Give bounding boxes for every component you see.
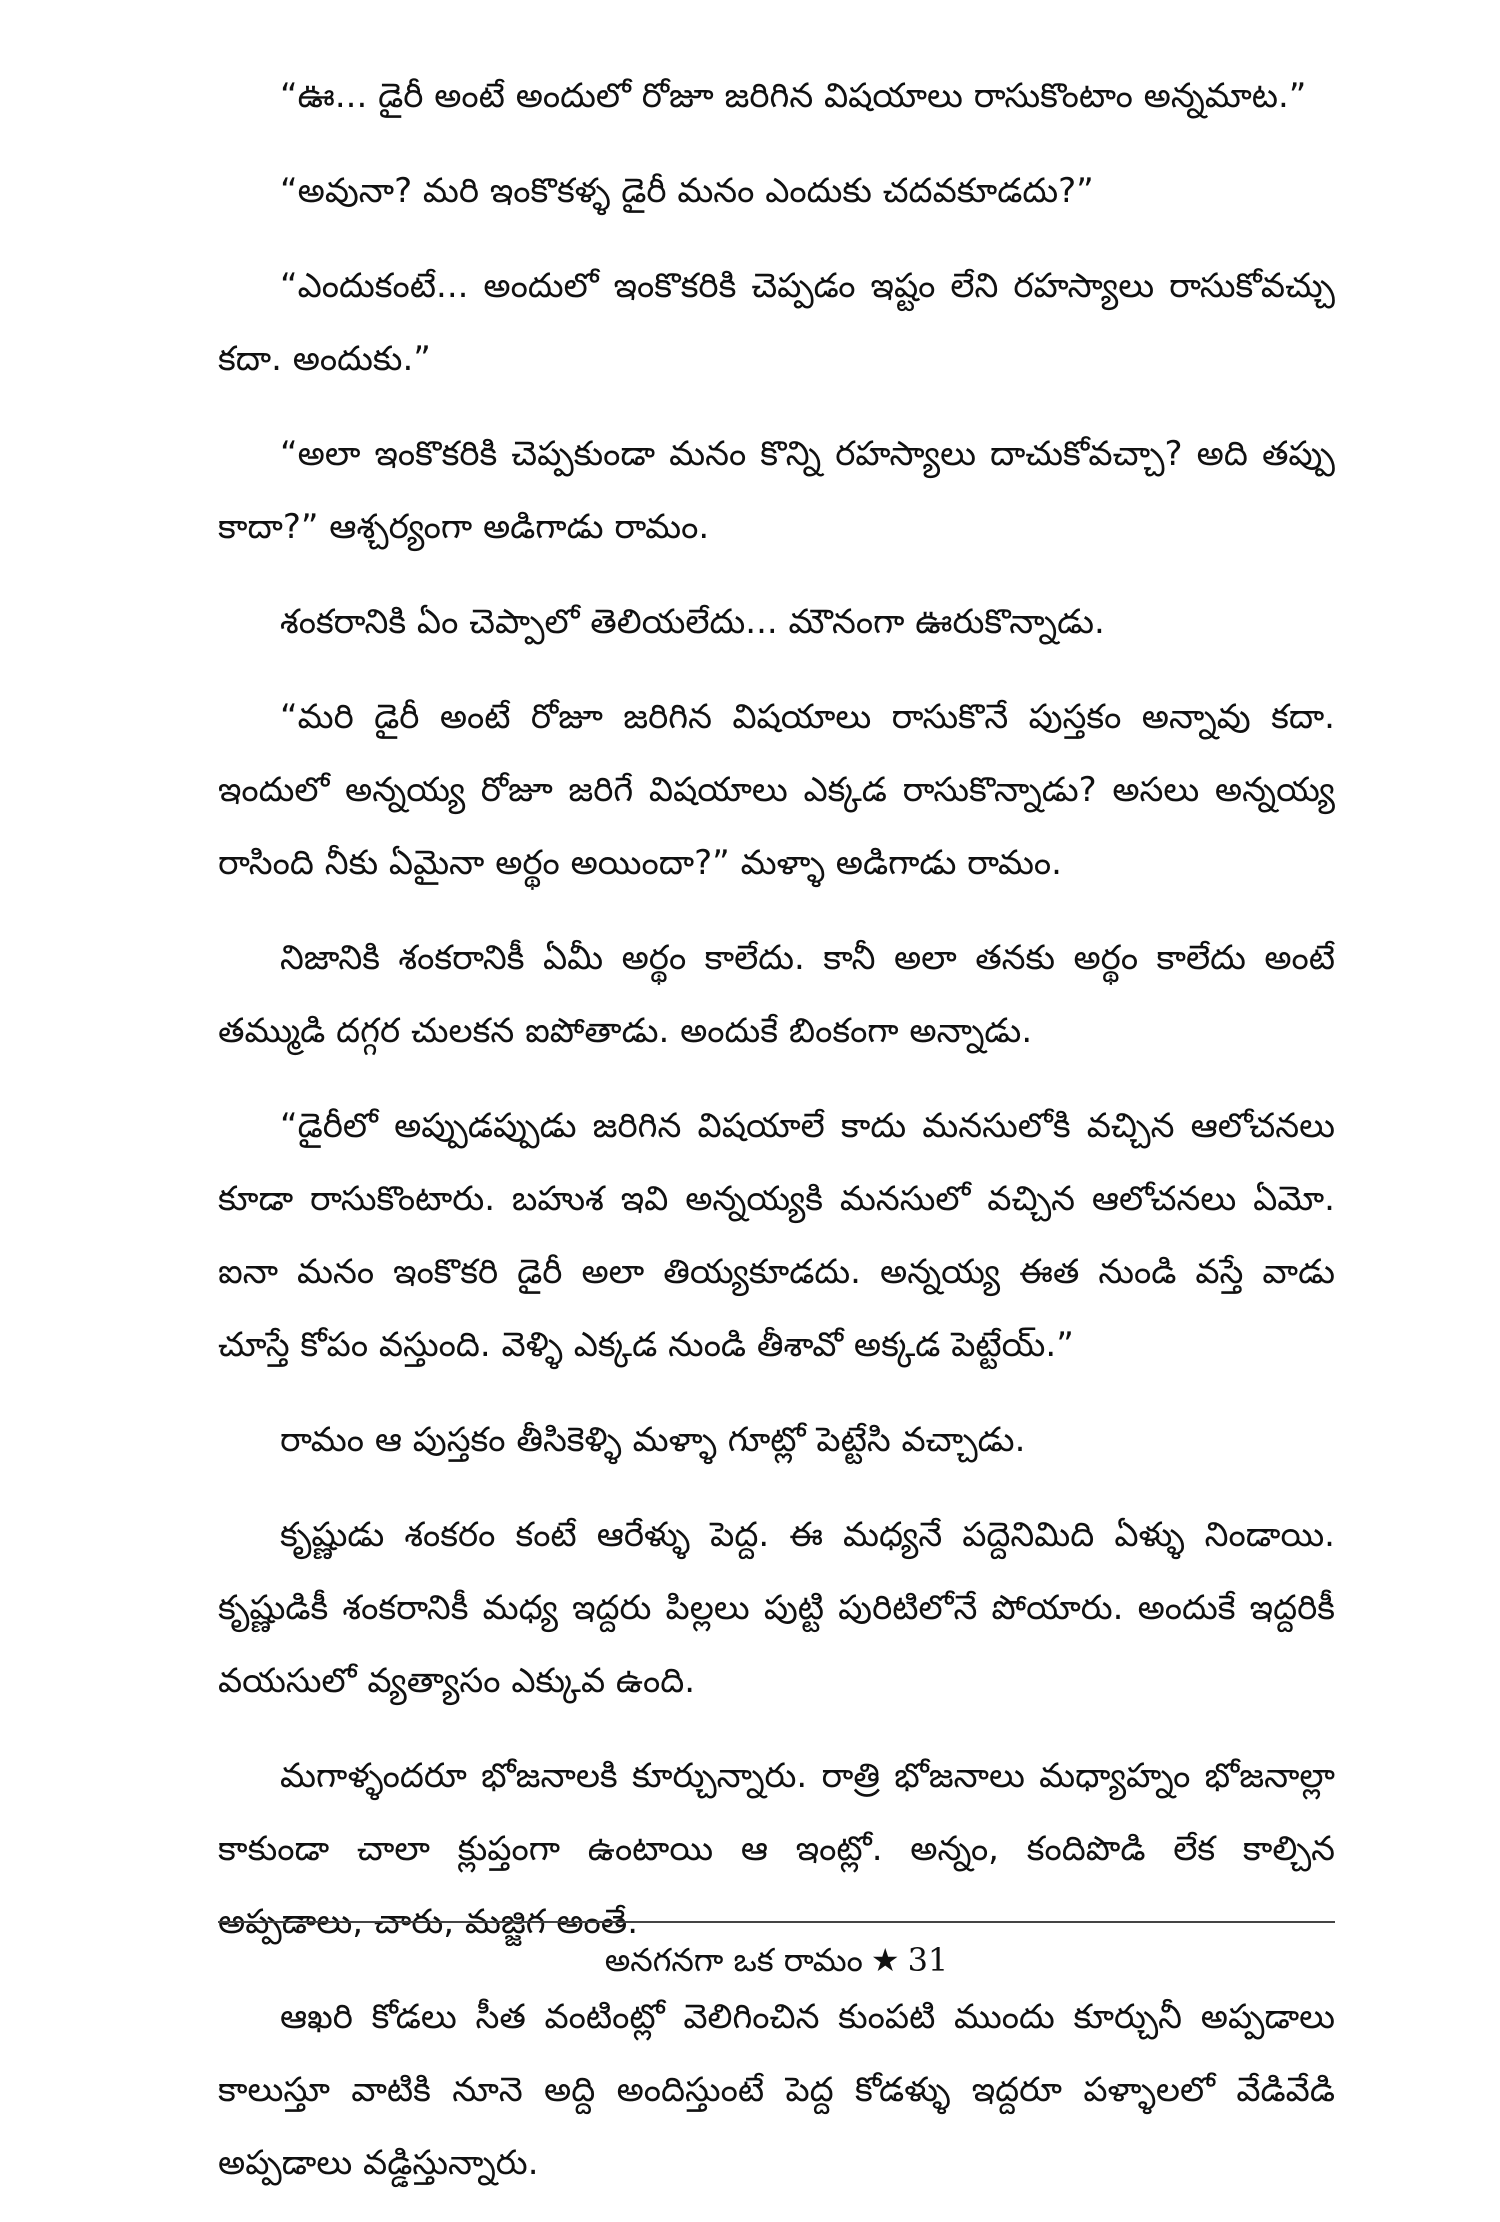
paragraph: “అవునా? మరి ఇంకొకళ్ళ డైరీ మనం ఎందుకు చదవకూడదు?” [280, 171, 1094, 211]
paragraph: “డైరీలో అప్పుడప్పుడు జరిగిన విషయాలే కాదు మనసులోకి వచ్చిన ఆలోచనలు కూడా రాసుకొంటారు. బహుశ ఇవి అన్నయ్యకి మనసులో వచ్చిన ఆలోచనలు ఏమో. ఐనా మనం ఇంకొకరి డైరీ అలా తియ్యకూడదు. అన్నయ్య ఈత నుండి వస్తే వాడు చూస్తే కోపం వస్తుంది. వెళ్ళి ఎక్కడ నుండి తీశావో అక్కడ పెట్టేయ్.” [218, 1106, 1335, 1365]
footer-divider [218, 1921, 1335, 1923]
paragraph: రామం ఆ పుస్తకం తీసికెళ్ళి మళ్ళా గూట్లో పెట్టేసి వచ్చాడు. [280, 1420, 1026, 1460]
paragraph: ఆఖరి కోడలు సీత వంటింట్లో వెలిగించిన కుంపటి ముందు కూర్చునీ అప్పడాలు కాలుస్తూ వాటికి నూనె అద్ది అందిస్తుంటే పెద్ద కోడళ్ళు ఇద్దరూ పళ్ళాలలో వేడివేడి అప్పడాలు వడ్డిస్తున్నారు. [218, 1997, 1335, 2183]
paragraph: “ఊ... డైరీ అంటే అందులో రోజూ జరిగిన విషయాలు రాసుకొంటాం అన్నమాట.” [280, 76, 1307, 116]
paragraph: “అలా ఇంకొకరికి చెప్పకుండా మనం కొన్ని రహస్యాలు దాచుకోవచ్చా? అది తప్పు కాదా?” ఆశ్చర్యంగా అడిగాడు రామం. [218, 434, 1335, 547]
book-title: అనగనగా ఒక రామం [604, 1941, 863, 1979]
paragraph: మగాళ్ళందరూ భోజనాలకి కూర్చున్నారు. రాత్రి భోజనాలు మధ్యాహ్నం భోజనాల్లా కాకుండా చాలా క్లుప్తంగా ఉంటాయి ఆ ఇంట్లో. అన్నం, కందిపొడి లేక కాల్చిన అప్పడాలు, చారు, మజ్జిగ అంతే. [218, 1756, 1335, 1942]
paragraph: శంకరానికి ఏం చెప్పాలో తెలియలేదు... మౌనంగా ఊరుకొన్నాడు. [280, 602, 1105, 642]
paragraph: కృష్ణుడు శంకరం కంటే ఆరేళ్ళు పెద్ద. ఈ మధ్యనే పద్దెనిమిది ఏళ్ళు నిండాయి. కృష్ణుడికీ శంకరానికీ మధ్య ఇద్దరు పిల్లలు పుట్టి పురిటిలోనే పోయారు. అందుకే ఇద్దరికీ వయసులో వ్యత్యాసం ఎక్కువ ఉంది. [218, 1515, 1335, 1701]
paragraph: “మరి డైరీ అంటే రోజూ జరిగిన విషయాలు రాసుకొనే పుస్తకం అన్నావు కదా. ఇందులో అన్నయ్య రోజూ జరిగే విషయాలు ఎక్కడ రాసుకొన్నాడు? అసలు అన్నయ్య రాసింది నీకు ఏమైనా అర్థం అయిందా?” మళ్ళా అడిగాడు రామం. [218, 697, 1335, 883]
paragraph: “ఎందుకంటే... అందులో ఇంకొకరికి చెప్పడం ఇష్టం లేని రహస్యాలు రాసుకోవచ్చు కదా. అందుకు.” [218, 266, 1335, 379]
star-icon: ★ [870, 1941, 900, 1979]
page-footer [218, 1936, 1335, 1984]
paragraph: నిజానికి శంకరానికీ ఏమీ అర్థం కాలేదు. కానీ అలా తనకు అర్థం కాలేదు అంటే తమ్ముడి దగ్గర చులకన ఐపోతాడు. అందుకే బింకంగా అన్నాడు. [218, 938, 1335, 1051]
page-number: 31 [907, 1941, 949, 1979]
page-body [218, 60, 1335, 2222]
